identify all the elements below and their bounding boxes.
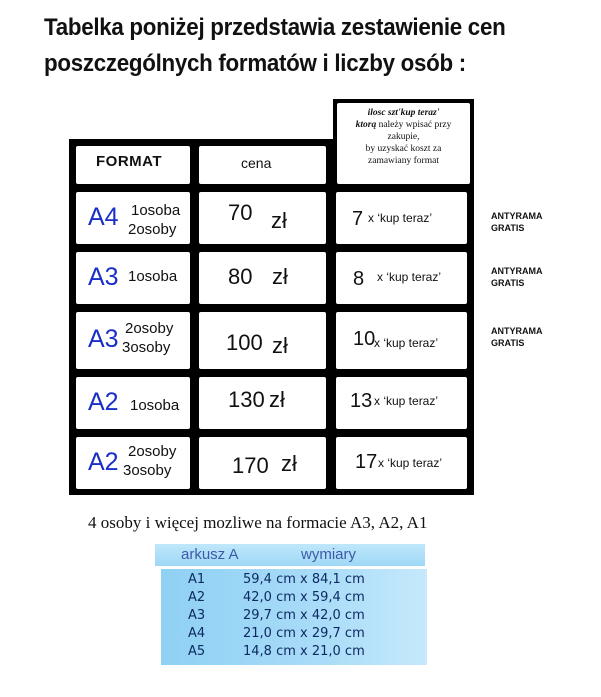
- header-price-cell: [199, 146, 326, 184]
- size-name: A1: [188, 572, 206, 587]
- row-3-bonus: [491, 325, 543, 349]
- size-row: [161, 608, 427, 624]
- size-row: [161, 572, 427, 588]
- sizes-header: [155, 544, 425, 566]
- row-1-unit: zł: [271, 208, 287, 233]
- size-dims: 29,7 cm x 42,0 cm: [243, 608, 365, 623]
- row-1-bonus-line-2: GRATIS: [491, 223, 525, 233]
- row-1-people-2: 2osoby: [128, 221, 177, 238]
- size-dims: 42,0 cm x 59,4 cm: [243, 590, 365, 605]
- page-heading: [44, 10, 546, 82]
- header-price: cena: [241, 155, 272, 171]
- row-2-price-cell: [199, 252, 326, 304]
- row-2-price: 80: [228, 264, 253, 289]
- row-5-unit: zł: [281, 451, 297, 476]
- note-line-2-rest: należy wpisać przy: [376, 120, 452, 130]
- size-row: [161, 644, 427, 660]
- row-4-qty-label: x ‘kup teraz’: [374, 394, 439, 408]
- row-1-qty-label: x ‘kup teraz’: [368, 211, 433, 225]
- row-3-qty: 10: [353, 328, 376, 350]
- row-4-format-cell: [76, 377, 190, 429]
- row-5-price-cell: [199, 437, 326, 489]
- row-3-qty-cell: [336, 312, 467, 369]
- size-row: [161, 626, 427, 642]
- row-5-price: 170: [232, 453, 269, 478]
- row-4-price: 130: [228, 387, 265, 412]
- size-dims: 59,4 cm x 84,1 cm: [243, 572, 365, 587]
- row-1-qty-cell: [336, 192, 467, 244]
- size-name: A4: [188, 626, 206, 641]
- row-5-people-1: 2osoby: [128, 443, 177, 460]
- row-2-bonus: [491, 265, 543, 289]
- sizes-table: [161, 569, 427, 665]
- row-2-unit: zł: [272, 264, 288, 289]
- row-1-price-cell: [199, 192, 326, 244]
- row-4-qty: 13: [350, 390, 373, 412]
- row-5-qty: 17: [355, 451, 378, 473]
- note-line-4: by uzyskać koszt za: [365, 144, 442, 154]
- row-3-format: A3: [88, 325, 119, 353]
- size-dims: 21,0 cm x 29,7 cm: [243, 626, 365, 641]
- row-4-people-1: 1osoba: [130, 397, 180, 414]
- row-3-price-cell: [199, 312, 326, 369]
- row-1-format: A4: [88, 203, 119, 231]
- sizes-header-dims: wymiary: [301, 546, 356, 563]
- size-name: A5: [188, 644, 206, 659]
- row-1-qty: 7: [352, 208, 364, 230]
- row-5-format-cell: [76, 437, 190, 489]
- heading-line-1: Tabelka poniżej przedstawia zestawienie cen: [44, 14, 506, 41]
- row-4-qty-cell: [336, 377, 467, 429]
- row-1-bonus: [491, 210, 543, 234]
- row-2-bonus-line-2: GRATIS: [491, 278, 525, 288]
- row-5-qty-cell: [336, 437, 467, 489]
- row-2-qty-cell: [336, 252, 467, 304]
- row-3-price: 100: [226, 330, 263, 355]
- note-line-3: zakupie,: [387, 132, 420, 142]
- row-1-format-cell: [76, 192, 190, 244]
- size-name: A2: [188, 590, 206, 605]
- row-3-bonus-line-1: ANTYRAMA: [491, 326, 543, 336]
- row-1-people-1: 1osoba: [131, 202, 181, 219]
- heading-line-2: poszczególnych formatów i liczby osób :: [44, 50, 466, 77]
- row-5-people-2: 3osoby: [123, 462, 172, 479]
- row-1-bonus-line-1: ANTYRAMA: [491, 211, 543, 221]
- row-2-qty: 8: [353, 268, 365, 290]
- row-2-format-cell: [76, 252, 190, 304]
- row-3-unit: zł: [272, 333, 288, 358]
- size-name: A3: [188, 608, 206, 623]
- row-3-qty-label: x ‘kup teraz’: [374, 336, 439, 350]
- row-2-format: A3: [88, 263, 119, 291]
- row-5-qty-label: x ‘kup teraz’: [378, 456, 443, 470]
- row-2-bonus-line-1: ANTYRAMA: [491, 266, 543, 276]
- row-2-people-1: 1osoba: [128, 268, 178, 285]
- note-line-2-italic: ktorą: [355, 120, 377, 130]
- row-3-format-cell: [76, 312, 190, 369]
- row-3-people-2: 3osoby: [122, 339, 171, 356]
- row-4-price-cell: [199, 377, 326, 429]
- sizes-header-sheet: arkusz A: [181, 546, 239, 563]
- size-dims: 14,8 cm x 21,0 cm: [243, 644, 365, 659]
- row-3-people-1: 2osoby: [125, 320, 174, 337]
- row-1-price: 70: [228, 200, 253, 225]
- size-row: [161, 590, 427, 606]
- row-5-format: A2: [88, 448, 119, 476]
- purchase-note: [337, 103, 470, 184]
- row-4-unit: zł: [269, 387, 285, 412]
- note-line-5: zamawiany format: [368, 156, 439, 166]
- footnote: 4 osoby i więcej mozliwe na formacie A3, A2, A1: [88, 513, 428, 532]
- note-line-1: ilosc szt'kup teraz': [367, 108, 440, 118]
- header-format-cell: [76, 146, 190, 184]
- row-2-qty-label: x ‘kup teraz’: [377, 270, 442, 284]
- row-4-format: A2: [88, 388, 119, 416]
- header-format: FORMAT: [96, 153, 163, 170]
- note-line-2: [337, 119, 470, 131]
- row-3-bonus-line-2: GRATIS: [491, 338, 525, 348]
